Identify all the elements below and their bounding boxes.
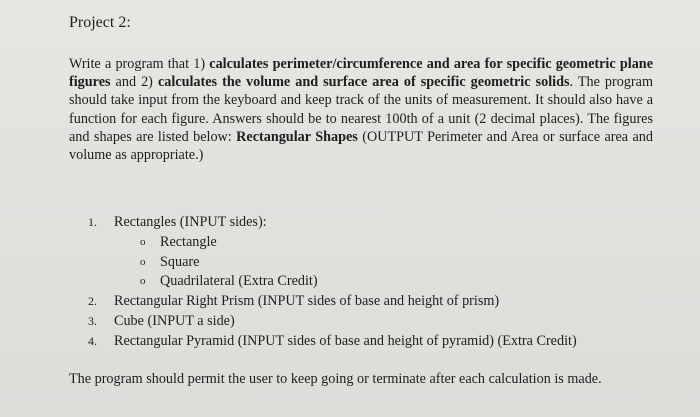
hollow-bullet-icon: o	[140, 255, 146, 268]
intro-bold-rectangular-shapes: Rectangular Shapes	[236, 128, 358, 145]
intro-text-4: (OUTPUT Perimeter and Area or surface area and volume as appropriate.)	[69, 128, 653, 164]
intro-text-1: Write a program that 1)	[69, 56, 210, 72]
sub-list-item-label: Quadrilateral (Extra Credit)	[160, 273, 318, 290]
list-item	[88, 292, 648, 312]
hollow-bullet-icon: o	[140, 275, 146, 288]
sub-list-item-label: Square	[160, 253, 200, 270]
intro-text-3: . The program should take input from the keyboard and keep track of the units of measurement. It should also have a function for each figure. Answers should be to nearest 100th of a unit (2 decimal places). The figures and shapes are listed below:	[69, 74, 653, 145]
list-item	[88, 213, 648, 233]
sub-list-item	[88, 233, 648, 253]
list-number: 1.	[88, 215, 97, 229]
list-item-label: Rectangular Pyramid (INPUT sides of base and height of pyramid) (Extra Credit)	[114, 332, 577, 349]
footer-text: The program should permit the user to keep going or terminate after each calculation is made.	[69, 371, 602, 387]
list-number: 4.	[88, 333, 97, 348]
intro-bold-plane-figures: calculates perimeter/circumference and area for specific geometric plane figures	[69, 56, 653, 91]
figure-list	[88, 213, 648, 352]
list-number: 2.	[88, 294, 97, 309]
sub-list-item	[88, 272, 648, 292]
intro-bold-solids: calculates the volume and surface area of specific geometric solids	[157, 74, 570, 91]
list-item-label: Rectangles (INPUT sides):	[114, 214, 267, 230]
list-item	[88, 312, 648, 332]
hollow-bullet-icon: o	[140, 235, 146, 248]
list-item-label: Rectangular Right Prism (INPUT sides of base and height of prism)	[114, 293, 500, 310]
intro-paragraph	[69, 55, 653, 164]
list-item	[88, 332, 648, 352]
sub-list-item	[88, 253, 648, 273]
sub-list-item-label: Rectangle	[160, 233, 217, 250]
list-item-label: Cube (INPUT a side)	[114, 312, 235, 329]
page-title: Project 2:	[69, 14, 131, 31]
intro-text-2: and 2)	[110, 74, 158, 91]
list-number: 3.	[88, 313, 97, 328]
